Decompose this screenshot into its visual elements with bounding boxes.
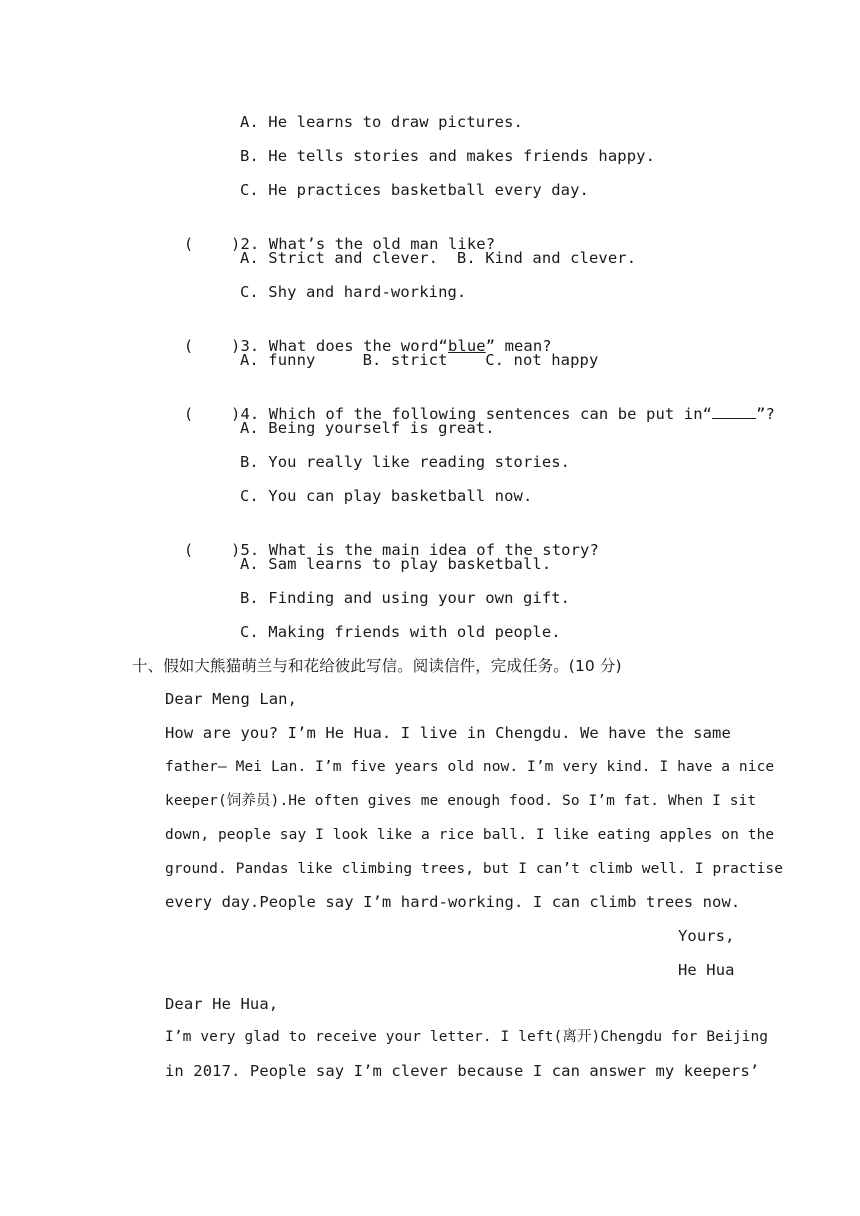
q4-option-c: C. You can play basketball now. [240,487,533,505]
letter-1-line: ground. Pandas like climbing trees, but I can’t climb well. I practise [165,861,784,877]
q3-options: A. funny B. strict C. not happy [240,351,599,369]
question-3-stem-prefix: 3. What does the word“ [240,337,448,355]
q2-options-ab: A. Strict and clever. B. Kind and clever. [240,249,637,267]
letter-1-line: down, people say I look like a rice ball. I like eating apples on the [165,827,775,843]
q1-option-c: C. He practices basketball every day. [240,181,589,199]
q5-option-c: C. Making friends with old people. [240,623,561,641]
letter-2-salutation: Dear He Hua, [165,995,279,1013]
q2-option-c: C. Shy and hard-working. [240,283,467,301]
answer-bracket[interactable]: ( ) [183,541,241,559]
answer-bracket[interactable]: ( ) [183,337,241,355]
q4-option-b: B. You really like reading stories. [240,453,571,471]
letter-1-salutation: Dear Meng Lan, [165,690,298,708]
letter-1-signature: He Hua [678,961,735,979]
letter-1-line: keeper(饲养员).He often gives me enough food. So I’m fat. When I sit [165,793,757,809]
underlined-word: blue [447,337,486,355]
question-4-stem-suffix: ”? [756,405,775,423]
question-4-stem-prefix: 4. Which of the following sentences can be put in“ [240,405,713,423]
q1-option-b: B. He tells stories and makes friends happy. [240,147,655,165]
answer-bracket[interactable]: ( ) [183,235,241,253]
letter-1-line: every day.People say I’m hard-working. I can climb trees now. [165,893,741,911]
question-5-stem: 5. What is the main idea of the story? [240,541,599,559]
q4-option-a: A. Being yourself is great. [240,419,495,437]
letter-1-closing: Yours, [678,927,735,945]
q5-option-b: B. Finding and using your own gift. [240,589,571,607]
letter-1-line: How are you? I’m He Hua. I live in Chengdu. We have the same [165,724,731,742]
letter-1-line: father— Mei Lan. I’m five years old now. I’m very kind. I have a nice [165,759,775,775]
q1-option-a: A. He learns to draw pictures. [240,113,523,131]
question-2-stem: 2. What’s the old man like? [240,235,496,253]
section-10-heading: 十、假如大熊猫萌兰与和花给彼此写信。阅读信件，完成任务。(10 分) [132,657,622,675]
q5-option-a: A. Sam learns to play basketball. [240,555,552,573]
answer-bracket[interactable]: ( ) [183,405,241,423]
letter-2-line: I’m very glad to receive your letter. I left(离开)Chengdu for Beijing [165,1029,769,1045]
fill-blank [712,404,756,419]
question-3-stem-suffix: ” mean? [485,337,552,355]
letter-2-line: in 2017. People say I’m clever because I can answer my keepers’ [165,1062,760,1080]
